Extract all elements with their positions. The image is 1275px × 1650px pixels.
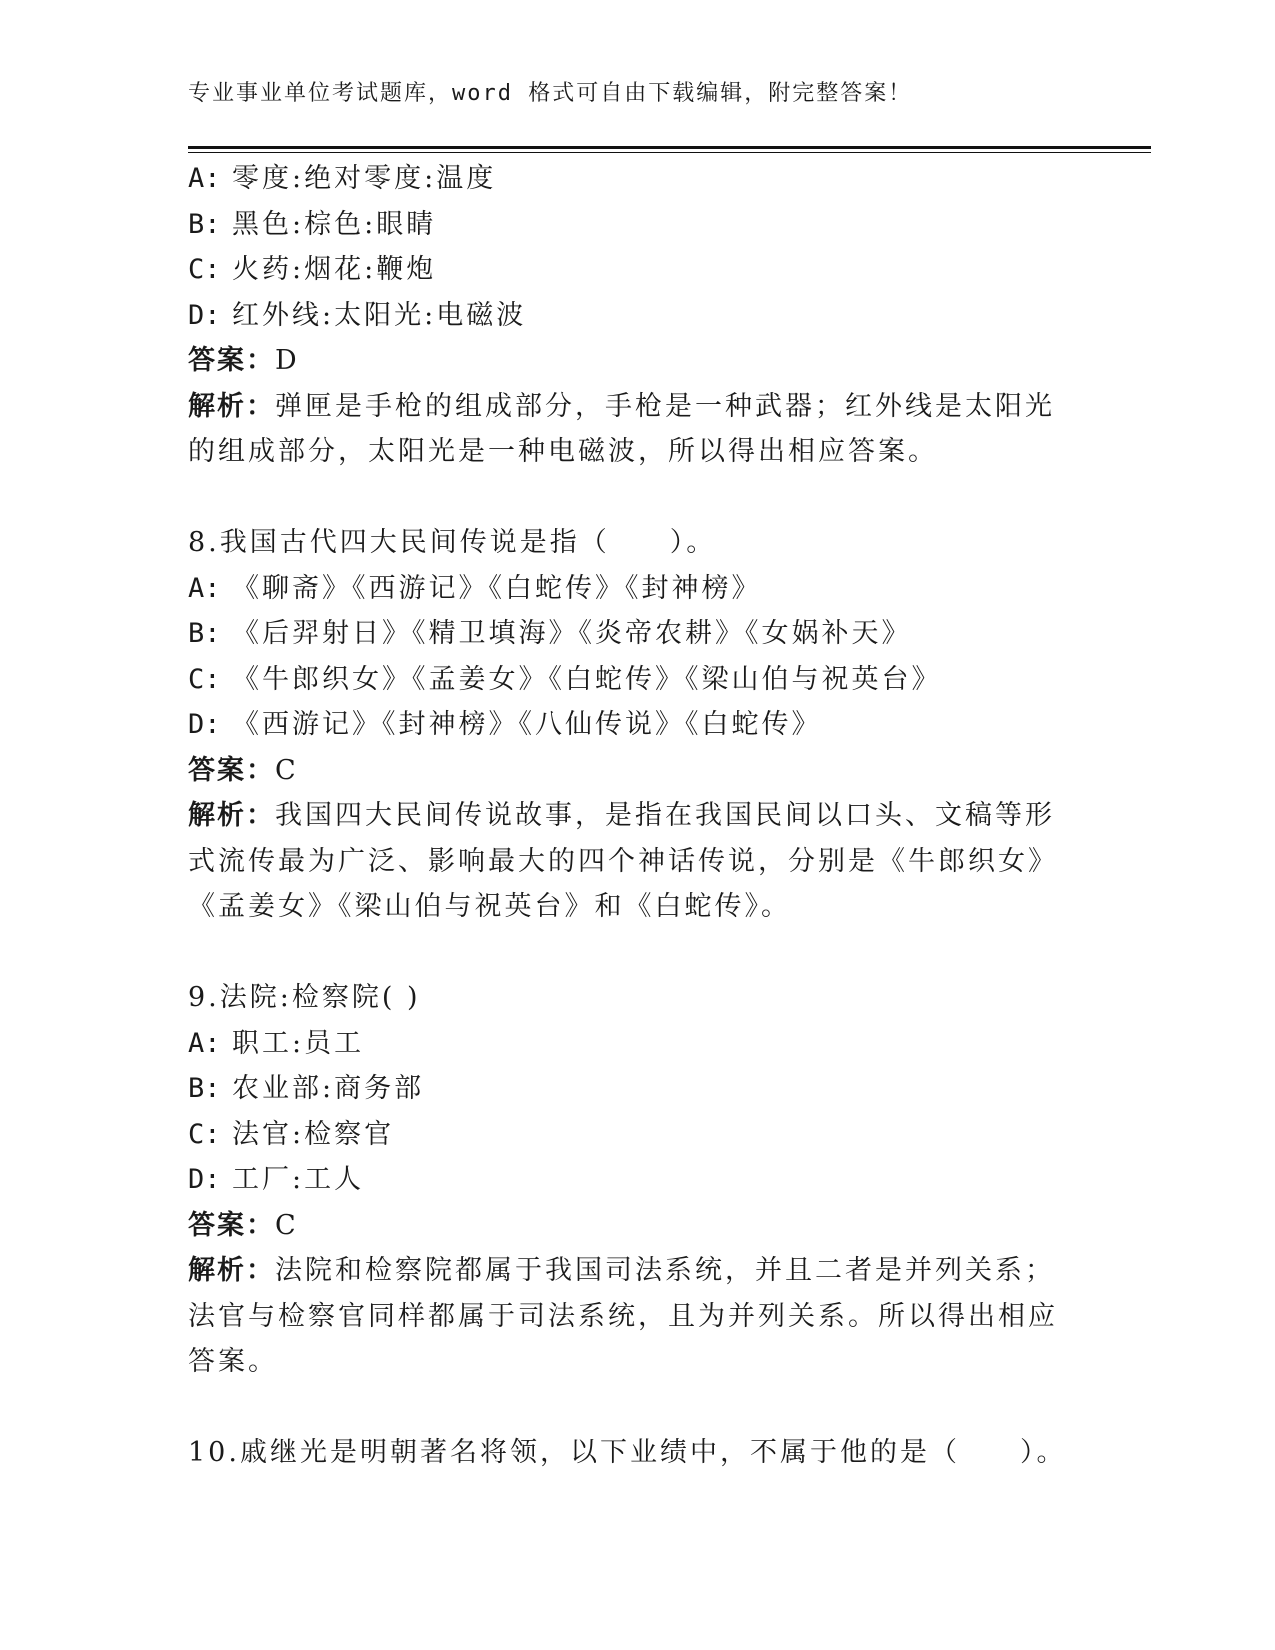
option-text: 火药:烟花:鞭炮 [232,254,437,285]
option-text: 职工:员工 [232,1027,365,1059]
answer-label: 答案： [188,345,275,376]
answer-value: C [275,754,299,786]
option-text: 黑色:棕色:眼睛 [232,208,437,240]
q10-question: 10.戚继光是明朝著名将领，以下业绩中，不属于他的是（ ）。 [188,1437,1067,1468]
option-text: 《牛郎织女》《孟姜女》《白蛇传》《梁山伯与祝英台》 [232,663,942,695]
option-text: 《后羿射日》《精卫填海》《炎帝农耕》《女娲补天》 [232,618,912,649]
q9-question: 9.法院:检察院( ) [188,982,421,1013]
option-text: 《西游记》《封神榜》《八仙传说》《白蛇传》 [232,709,822,740]
q8-option-b [188,611,1068,657]
q9-option-c [188,1112,1068,1158]
answer-label: 答案： [188,754,275,786]
q8-option-d [188,702,1068,748]
option-letter: A: [188,572,221,604]
q9-analysis [188,1248,1068,1385]
option-letter: C: [188,254,221,285]
answer-value: D [275,345,300,376]
option-letter: D: [188,299,221,331]
page-header-text: 专业事业单位考试题库，word 格式可自由下载编辑，附完整答案！ [188,81,913,106]
q7-analysis [188,384,1068,475]
analysis-text: 弹匣是手枪的组成部分，手枪是一种武器；红外线是太阳光的组成部分，太阳光是一种电磁波，所以得出相应答案。 [188,390,1055,467]
option-letter: B: [188,618,221,649]
q9-answer [188,1203,1068,1249]
q7-option-b [188,202,1068,248]
q7-option-d [188,293,1068,339]
spacer [188,475,1068,521]
spacer [188,930,1068,976]
option-text: 《聊斋》《西游记》《白蛇传》《封神榜》 [232,572,762,604]
q8-option-c [188,657,1068,703]
q9-option-b [188,1066,1068,1112]
answer-value: C [275,1209,299,1241]
analysis-label: 解析： [188,1255,275,1286]
analysis-text: 法院和检察院都属于我国司法系统，并且二者是并列关系；法官与检察官同样都属于司法系统，且为并列关系。所以得出相应答案。 [188,1255,1058,1377]
option-letter: C: [188,1118,221,1150]
header-rule-thin [188,152,1151,153]
document-body [188,156,1068,1476]
q7-option-c [188,247,1068,293]
q8-question: 8.我国古代四大民间传说是指（ ）。 [188,527,717,558]
q8-answer [188,748,1068,794]
option-letter: A: [188,1027,221,1059]
q9-option-d [188,1157,1068,1203]
option-letter: A: [188,163,221,194]
spacer [188,1385,1068,1431]
option-text: 零度:绝对零度:温度 [232,163,497,194]
analysis-label: 解析： [188,390,275,422]
option-text: 法官:检察官 [232,1118,395,1150]
answer-label: 答案： [188,1209,275,1241]
q8-option-a [188,566,1068,612]
option-letter: D: [188,1164,221,1195]
option-letter: C: [188,663,221,695]
analysis-label: 解析： [188,800,275,831]
option-letter: D: [188,709,221,740]
q9-option-a [188,1021,1068,1067]
option-letter: B: [188,1073,221,1104]
option-text: 农业部:商务部 [232,1073,425,1104]
option-letter: B: [188,208,221,240]
header-rule-thick [188,146,1151,149]
analysis-text: 我国四大民间传说故事，是指在我国民间以口头、文稿等形式流传最为广泛、影响最大的四个神话传说，分别是《牛郎织女》《孟姜女》《梁山伯与祝英台》和《白蛇传》。 [188,800,1058,922]
q8-analysis [188,793,1068,930]
q7-answer [188,338,1068,384]
option-text: 工厂:工人 [232,1164,365,1195]
option-text: 红外线:太阳光:电磁波 [232,299,527,331]
q7-option-a [188,156,1068,202]
